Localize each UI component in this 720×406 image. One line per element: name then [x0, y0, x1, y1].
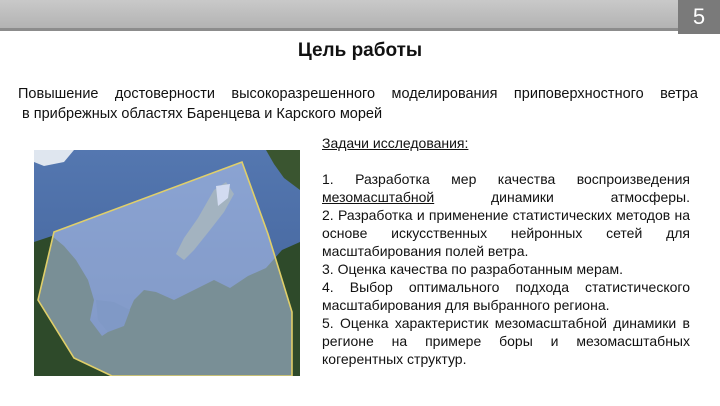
tasks-heading: Задачи исследования: [322, 135, 469, 151]
top-bar [0, 0, 720, 28]
research-tasks [322, 134, 690, 368]
slide-title: Цель работы [297, 40, 423, 61]
slide-number: 5 [678, 0, 720, 34]
task-item-3: 3. Оценка качества по разработанным мерам. [322, 261, 624, 277]
region-map-image [34, 150, 300, 376]
task-item-2: 2. Разработка и применение статистических методов на основе искусственных нейронных сетей для масштабирования полей ветра. [322, 207, 690, 259]
goal-text [18, 84, 698, 124]
top-bar-divider [0, 28, 720, 31]
task-item-1: 1. Разработка мер качества воспроизведения мезомасштабной динамики атмосферы. [322, 171, 690, 205]
goal-line-2: в прибрежных областях Баренцева и Карского морей [22, 106, 383, 122]
task-item-4: 4. Выбор оптимального подхода статистического масштабирования для выбранного региона. [322, 279, 690, 313]
task-item-5: 5. Оценка характеристик мезомасштабной динамики в регионе на примере боры и мезомасштабных когерентных структур. [322, 315, 690, 367]
goal-line-1: Повышение достоверности высокоразрешенного моделирования приповерхностного ветра [18, 86, 698, 102]
